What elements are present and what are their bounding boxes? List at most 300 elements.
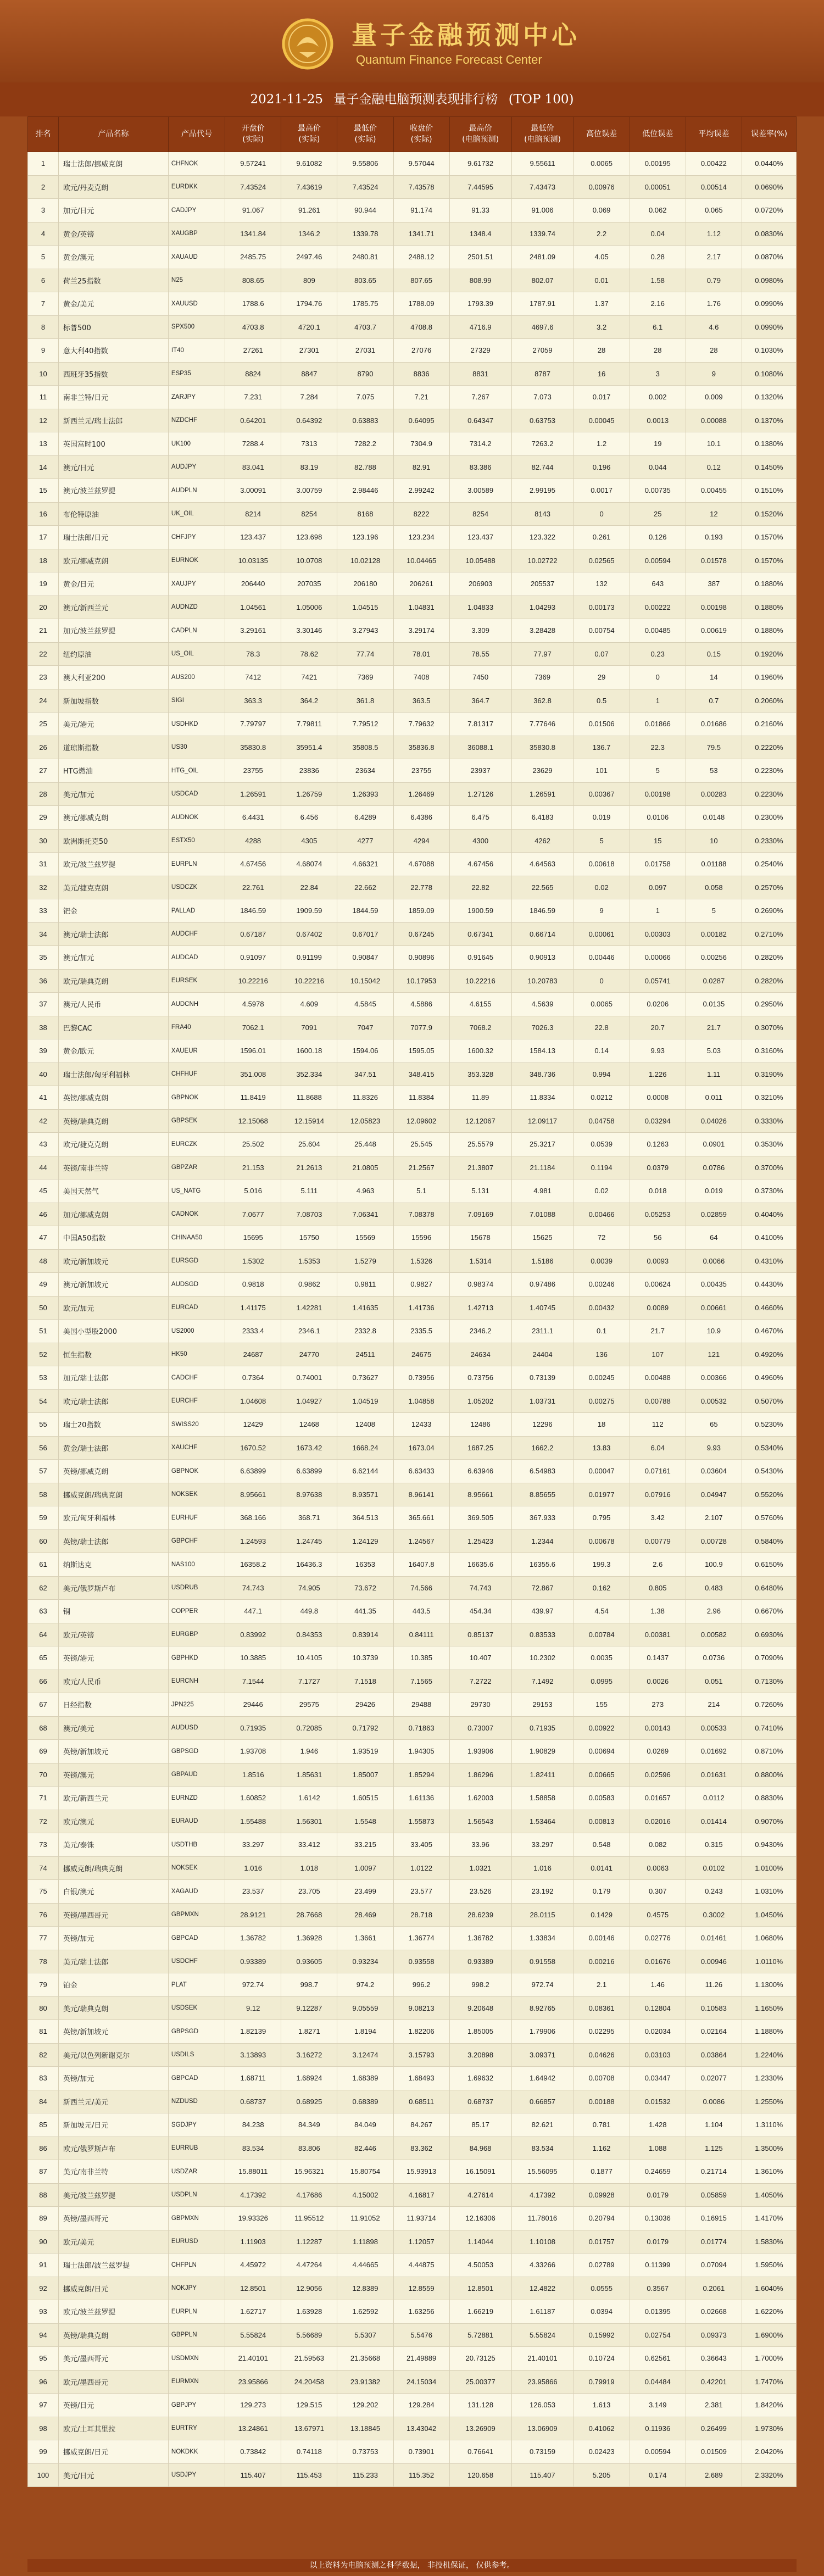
low-error-cell: 0.1263 xyxy=(630,1133,686,1156)
error-rate-cell: 0.1320% xyxy=(742,386,796,409)
product-name-cell: 英镑/墨西哥元 xyxy=(58,1903,168,1927)
high-actual-cell: 1.36928 xyxy=(281,1927,337,1950)
report-title-bar xyxy=(0,82,824,116)
high-actual-cell: 5.56689 xyxy=(281,2323,337,2347)
low-forecast-cell: 0.71935 xyxy=(511,1716,574,1740)
rank-cell: 36 xyxy=(28,969,59,993)
error-rate-cell: 1.3500% xyxy=(742,2137,796,2160)
table-row xyxy=(28,1693,797,1717)
open-actual-cell: 1.5302 xyxy=(225,1249,281,1273)
high-actual-cell: 24.20458 xyxy=(281,2370,337,2394)
error-rate-cell: 0.2160% xyxy=(742,713,796,736)
error-rate-cell: 0.4310% xyxy=(742,1249,796,1273)
high-actual-cell: 2497.46 xyxy=(281,246,337,269)
high-error-cell: 0.5 xyxy=(574,689,630,713)
open-actual-cell: 115.407 xyxy=(225,2463,281,2487)
low-forecast-cell: 8.85655 xyxy=(511,1483,574,1506)
open-actual-cell: 0.67187 xyxy=(225,922,281,946)
product-name-cell: 澳元/挪威克朗 xyxy=(58,806,168,830)
table-row xyxy=(28,1950,797,1973)
high-error-cell: 0.00694 xyxy=(574,1740,630,1763)
product-code-cell: CHFNOK xyxy=(168,152,225,176)
low-actual-cell: 29426 xyxy=(337,1693,393,1717)
high-forecast-cell: 15678 xyxy=(449,1226,511,1250)
open-actual-cell: 6.4431 xyxy=(225,806,281,830)
open-actual-cell: 1.62717 xyxy=(225,2300,281,2324)
low-error-cell: 0.11399 xyxy=(630,2254,686,2277)
high-error-cell: 0.0394 xyxy=(574,2300,630,2324)
high-actual-cell: 11.8688 xyxy=(281,1086,337,1110)
open-actual-cell: 9.57241 xyxy=(225,152,281,176)
column-header-label: 高位误差 xyxy=(586,129,617,138)
low-forecast-cell: 8143 xyxy=(511,502,574,526)
error-rate-cell: 1.0100% xyxy=(742,1856,796,1880)
low-actual-cell: 4.963 xyxy=(337,1179,393,1203)
open-actual-cell: 1788.6 xyxy=(225,292,281,316)
open-actual-cell: 129.273 xyxy=(225,2394,281,2417)
product-code-cell: JPN225 xyxy=(168,1693,225,1717)
low-forecast-cell: 1662.2 xyxy=(511,1436,574,1460)
low-error-cell: 0 xyxy=(630,666,686,689)
avg-error-cell: 0.07094 xyxy=(686,2254,742,2277)
table-row xyxy=(28,199,797,222)
error-rate-cell: 0.1520% xyxy=(742,502,796,526)
column-header-label: 低位误差 xyxy=(642,129,673,138)
low-error-cell: 21.7 xyxy=(630,1320,686,1343)
product-name-cell: 纳斯达克 xyxy=(58,1553,168,1577)
low-forecast-cell: 7.43473 xyxy=(511,175,574,199)
open-actual-cell: 1.93708 xyxy=(225,1740,281,1763)
error-rate-cell: 0.5760% xyxy=(742,1506,796,1530)
product-name-cell: 美元/港元 xyxy=(58,713,168,736)
rank-cell: 46 xyxy=(28,1203,59,1226)
high-actual-cell: 25.604 xyxy=(281,1133,337,1156)
close-actual-cell: 27076 xyxy=(393,339,449,363)
avg-error-cell: 0.0102 xyxy=(686,1856,742,1880)
rank-cell: 51 xyxy=(28,1320,59,1343)
open-actual-cell: 28.9121 xyxy=(225,1903,281,1927)
low-error-cell: 0.02776 xyxy=(630,1927,686,1950)
high-error-cell: 0.00367 xyxy=(574,782,630,806)
high-error-cell: 0.00813 xyxy=(574,1810,630,1833)
high-actual-cell: 6.63899 xyxy=(281,1460,337,1483)
product-code-cell: UK_OIL xyxy=(168,502,225,526)
high-forecast-cell: 353.328 xyxy=(449,1062,511,1086)
high-error-cell: 0.01506 xyxy=(574,713,630,736)
error-rate-cell: 0.0830% xyxy=(742,222,796,246)
low-error-cell: 0.3567 xyxy=(630,2277,686,2300)
low-actual-cell: 82.788 xyxy=(337,455,393,479)
open-actual-cell: 84.238 xyxy=(225,2113,281,2137)
high-actual-cell: 83.806 xyxy=(281,2137,337,2160)
table-row xyxy=(28,1623,797,1646)
rank-cell: 44 xyxy=(28,1156,59,1179)
product-code-cell: EURSEK xyxy=(168,969,225,993)
error-rate-cell: 0.3330% xyxy=(742,1109,796,1133)
error-rate-cell: 0.9430% xyxy=(742,1833,796,1857)
low-actual-cell: 1.3661 xyxy=(337,1927,393,1950)
low-error-cell: 0.4575 xyxy=(630,1903,686,1927)
open-actual-cell: 1.04561 xyxy=(225,596,281,619)
error-rate-cell: 1.5950% xyxy=(742,2254,796,2277)
high-forecast-cell: 12.16306 xyxy=(449,2207,511,2230)
high-forecast-cell: 1.0321 xyxy=(449,1856,511,1880)
table-row xyxy=(28,596,797,619)
product-code-cell: GBPCAD xyxy=(168,2067,225,2090)
low-actual-cell: 2480.81 xyxy=(337,246,393,269)
product-code-cell: UK100 xyxy=(168,432,225,456)
rank-cell: 41 xyxy=(28,1086,59,1110)
high-forecast-cell: 0.68737 xyxy=(449,2090,511,2113)
high-actual-cell: 35951.4 xyxy=(281,736,337,759)
high-forecast-cell: 2501.51 xyxy=(449,246,511,269)
product-name-cell: 纽约原油 xyxy=(58,642,168,666)
error-rate-cell: 0.7130% xyxy=(742,1670,796,1693)
error-rate-cell: 0.1510% xyxy=(742,479,796,503)
high-actual-cell: 1.946 xyxy=(281,1740,337,1763)
error-rate-cell: 1.8420% xyxy=(742,2394,796,2417)
table-row xyxy=(28,2043,797,2067)
low-error-cell: 0.01676 xyxy=(630,1950,686,1973)
column-header-label: 开盘价 xyxy=(241,124,265,133)
low-actual-cell: 115.233 xyxy=(337,2463,393,2487)
product-name-cell: 挪威克朗/日元 xyxy=(58,2277,168,2300)
column-header xyxy=(686,117,742,152)
close-actual-cell: 8222 xyxy=(393,502,449,526)
close-actual-cell: 2488.12 xyxy=(393,246,449,269)
avg-error-cell: 0.00182 xyxy=(686,922,742,946)
high-error-cell: 1.613 xyxy=(574,2394,630,2417)
high-actual-cell: 115.453 xyxy=(281,2463,337,2487)
high-error-cell: 0.04758 xyxy=(574,1109,630,1133)
rank-cell: 42 xyxy=(28,1109,59,1133)
low-forecast-cell: 972.74 xyxy=(511,1973,574,1997)
low-error-cell: 0.02596 xyxy=(630,1763,686,1787)
high-forecast-cell: 9.20648 xyxy=(449,1996,511,2020)
high-actual-cell: 2346.1 xyxy=(281,1320,337,1343)
low-forecast-cell: 7263.2 xyxy=(511,432,574,456)
product-name-cell: 瑞士法郎/匈牙利福林 xyxy=(58,1062,168,1086)
rank-cell: 80 xyxy=(28,1996,59,2020)
low-error-cell: 0.062 xyxy=(630,199,686,222)
low-error-cell: 2.6 xyxy=(630,1553,686,1577)
close-actual-cell: 21.49889 xyxy=(393,2347,449,2371)
high-actual-cell: 9.61082 xyxy=(281,152,337,176)
product-code-cell: AUDNOK xyxy=(168,806,225,830)
avg-error-cell: 0.03604 xyxy=(686,1460,742,1483)
low-error-cell: 0.03103 xyxy=(630,2043,686,2067)
low-actual-cell: 16353 xyxy=(337,1553,393,1577)
brand-name-cn: 量子金融预测中心 xyxy=(352,20,580,50)
high-error-cell: 5.205 xyxy=(574,2463,630,2487)
open-actual-cell: 4288 xyxy=(225,829,281,853)
open-actual-cell: 25.502 xyxy=(225,1133,281,1156)
high-actual-cell: 33.412 xyxy=(281,1833,337,1857)
low-actual-cell: 1.93519 xyxy=(337,1740,393,1763)
high-error-cell: 0.00446 xyxy=(574,946,630,970)
high-error-cell: 0.02423 xyxy=(574,2440,630,2464)
table-row xyxy=(28,2254,797,2277)
error-rate-cell: 0.8710% xyxy=(742,1740,796,1763)
low-forecast-cell: 1.03731 xyxy=(511,1389,574,1413)
low-actual-cell: 1.60515 xyxy=(337,1787,393,1810)
product-code-cell: AUDCNH xyxy=(168,993,225,1016)
low-actual-cell: 11.8326 xyxy=(337,1086,393,1110)
high-forecast-cell: 1.69632 xyxy=(449,2067,511,2090)
low-actual-cell: 0.67017 xyxy=(337,922,393,946)
avg-error-cell: 0.01686 xyxy=(686,713,742,736)
high-actual-cell: 84.349 xyxy=(281,2113,337,2137)
low-forecast-cell: 21.1184 xyxy=(511,1156,574,1179)
rank-cell: 6 xyxy=(28,269,59,292)
close-actual-cell: 6.63433 xyxy=(393,1460,449,1483)
high-forecast-cell: 10.407 xyxy=(449,1646,511,1670)
low-forecast-cell: 0.97486 xyxy=(511,1273,574,1297)
high-error-cell: 0.02565 xyxy=(574,549,630,572)
low-forecast-cell: 35830.8 xyxy=(511,736,574,759)
rank-cell: 81 xyxy=(28,2020,59,2044)
product-code-cell: EURCZK xyxy=(168,1133,225,1156)
product-code-cell: SWISS20 xyxy=(168,1413,225,1437)
close-actual-cell: 1.26469 xyxy=(393,782,449,806)
high-actual-cell: 0.64392 xyxy=(281,409,337,432)
low-actual-cell: 28.469 xyxy=(337,1903,393,1927)
high-error-cell: 4.05 xyxy=(574,246,630,269)
low-actual-cell: 129.202 xyxy=(337,2394,393,2417)
rank-cell: 2 xyxy=(28,175,59,199)
error-rate-cell: 0.6930% xyxy=(742,1623,796,1646)
avg-error-cell: 0.79 xyxy=(686,269,742,292)
rank-cell: 85 xyxy=(28,2113,59,2137)
open-actual-cell: 4.67456 xyxy=(225,853,281,876)
avg-error-cell: 0.01509 xyxy=(686,2440,742,2464)
rank-cell: 93 xyxy=(28,2300,59,2324)
high-forecast-cell: 8831 xyxy=(449,362,511,386)
high-actual-cell: 3.00759 xyxy=(281,479,337,503)
table-row xyxy=(28,736,797,759)
high-actual-cell: 207035 xyxy=(281,572,337,596)
low-actual-cell: 8790 xyxy=(337,362,393,386)
low-forecast-cell: 29153 xyxy=(511,1693,574,1717)
low-forecast-cell: 1.64942 xyxy=(511,2067,574,2090)
low-error-cell: 0.126 xyxy=(630,526,686,549)
product-code-cell: EURCHF xyxy=(168,1389,225,1413)
product-name-cell: 欧元/加元 xyxy=(58,1296,168,1320)
low-error-cell: 0.00051 xyxy=(630,175,686,199)
avg-error-cell: 9 xyxy=(686,362,742,386)
product-code-cell: NZDCHF xyxy=(168,409,225,432)
error-rate-cell: 0.5230% xyxy=(742,1413,796,1437)
high-actual-cell: 15750 xyxy=(281,1226,337,1250)
low-error-cell: 0.00198 xyxy=(630,782,686,806)
open-actual-cell: 1.55488 xyxy=(225,1810,281,1833)
low-actual-cell: 4.15002 xyxy=(337,2183,393,2207)
high-forecast-cell: 1900.59 xyxy=(449,899,511,923)
error-rate-cell: 0.3700% xyxy=(742,1156,796,1179)
product-code-cell: N25 xyxy=(168,269,225,292)
low-actual-cell: 7.43524 xyxy=(337,175,393,199)
low-error-cell: 0.0013 xyxy=(630,409,686,432)
column-header xyxy=(511,117,574,152)
high-actual-cell: 7.284 xyxy=(281,386,337,409)
avg-error-cell: 2.96 xyxy=(686,1600,742,1623)
avg-error-cell: 2.689 xyxy=(686,2463,742,2487)
low-error-cell: 0.00381 xyxy=(630,1623,686,1646)
low-error-cell: 0.07916 xyxy=(630,1483,686,1506)
high-error-cell: 0.00432 xyxy=(574,1296,630,1320)
close-actual-cell: 7.08378 xyxy=(393,1203,449,1226)
high-actual-cell: 7.79811 xyxy=(281,713,337,736)
close-actual-cell: 115.352 xyxy=(393,2463,449,2487)
low-error-cell: 0.00143 xyxy=(630,1716,686,1740)
high-error-cell: 0.0555 xyxy=(574,2277,630,2300)
low-error-cell: 0.01532 xyxy=(630,2090,686,2113)
rank-cell: 30 xyxy=(28,829,59,853)
close-actual-cell: 0.90896 xyxy=(393,946,449,970)
table-row xyxy=(28,1273,797,1297)
low-actual-cell: 1.62592 xyxy=(337,2300,393,2324)
open-actual-cell: 3.13893 xyxy=(225,2043,281,2067)
low-error-cell: 6.04 xyxy=(630,1436,686,1460)
high-error-cell: 0.00784 xyxy=(574,1623,630,1646)
avg-error-cell: 0.10583 xyxy=(686,1996,742,2020)
low-forecast-cell: 8787 xyxy=(511,362,574,386)
logo-emblem-icon xyxy=(272,16,343,71)
low-actual-cell: 13.18845 xyxy=(337,2417,393,2440)
product-name-cell: 欧元/匈牙利福林 xyxy=(58,1506,168,1530)
rank-cell: 48 xyxy=(28,1249,59,1273)
rank-cell: 83 xyxy=(28,2067,59,2090)
high-actual-cell: 1.6142 xyxy=(281,1787,337,1810)
close-actual-cell: 1.41736 xyxy=(393,1296,449,1320)
table-row xyxy=(28,1203,797,1226)
close-actual-cell: 0.93558 xyxy=(393,1950,449,1973)
high-actual-cell: 4.609 xyxy=(281,993,337,1016)
low-forecast-cell: 4262 xyxy=(511,829,574,853)
table-row xyxy=(28,1179,797,1203)
table-row xyxy=(28,1880,797,1904)
low-error-cell: 20.7 xyxy=(630,1016,686,1039)
product-name-cell: 英镑/南非兰特 xyxy=(58,1156,168,1179)
low-error-cell: 1.088 xyxy=(630,2137,686,2160)
low-forecast-cell: 4.981 xyxy=(511,1179,574,1203)
product-name-cell: 黄金/澳元 xyxy=(58,246,168,269)
high-error-cell: 0.1 xyxy=(574,1320,630,1343)
error-rate-cell: 1.6040% xyxy=(742,2277,796,2300)
product-code-cell: USDZAR xyxy=(168,2160,225,2184)
avg-error-cell: 0.00946 xyxy=(686,1950,742,1973)
open-actual-cell: 1.016 xyxy=(225,1856,281,1880)
product-code-cell: GBPCAD xyxy=(168,1927,225,1950)
high-error-cell: 0.0039 xyxy=(574,1249,630,1273)
avg-error-cell: 0.2061 xyxy=(686,2277,742,2300)
product-code-cell: USDSEK xyxy=(168,1996,225,2020)
low-forecast-cell: 3.28428 xyxy=(511,619,574,643)
avg-error-cell: 0.315 xyxy=(686,1833,742,1857)
table-row xyxy=(28,1810,797,1833)
low-forecast-cell: 16355.6 xyxy=(511,1553,574,1577)
high-actual-cell: 1.8271 xyxy=(281,2020,337,2044)
low-forecast-cell: 439.97 xyxy=(511,1600,574,1623)
rank-cell: 94 xyxy=(28,2323,59,2347)
high-forecast-cell: 11.89 xyxy=(449,1086,511,1110)
low-actual-cell: 2332.8 xyxy=(337,1320,393,1343)
low-error-cell: 0.00594 xyxy=(630,549,686,572)
product-name-cell: 欧元/人民币 xyxy=(58,1670,168,1693)
rank-cell: 16 xyxy=(28,502,59,526)
avg-error-cell: 214 xyxy=(686,1693,742,1717)
product-code-cell: GBPNOK xyxy=(168,1086,225,1110)
low-error-cell: 9.93 xyxy=(630,1039,686,1063)
high-actual-cell: 6.456 xyxy=(281,806,337,830)
low-forecast-cell: 8.92765 xyxy=(511,1996,574,2020)
low-actual-cell: 123.196 xyxy=(337,526,393,549)
avg-error-cell: 0.0086 xyxy=(686,2090,742,2113)
open-actual-cell: 35830.8 xyxy=(225,736,281,759)
low-forecast-cell: 11.78016 xyxy=(511,2207,574,2230)
rank-cell: 25 xyxy=(28,713,59,736)
avg-error-cell: 0.243 xyxy=(686,1880,742,1904)
error-rate-cell: 0.8800% xyxy=(742,1763,796,1787)
low-actual-cell: 6.62144 xyxy=(337,1460,393,1483)
high-actual-cell: 9.12287 xyxy=(281,1996,337,2020)
rank-cell: 40 xyxy=(28,1062,59,1086)
low-actual-cell: 364.513 xyxy=(337,1506,393,1530)
low-actual-cell: 35808.5 xyxy=(337,736,393,759)
high-error-cell: 0.02 xyxy=(574,1179,630,1203)
high-forecast-cell: 21.3807 xyxy=(449,1156,511,1179)
low-actual-cell: 8.93571 xyxy=(337,1483,393,1506)
low-actual-cell: 4.44665 xyxy=(337,2254,393,2277)
product-code-cell: CADCHF xyxy=(168,1366,225,1390)
product-name-cell: 新加坡指数 xyxy=(58,689,168,713)
close-actual-cell: 1.5326 xyxy=(393,1249,449,1273)
high-actual-cell: 1.018 xyxy=(281,1856,337,1880)
column-header-label: 误差率(%) xyxy=(750,129,788,138)
open-actual-cell: 0.9818 xyxy=(225,1273,281,1297)
error-rate-cell: 0.3160% xyxy=(742,1039,796,1063)
column-header xyxy=(630,117,686,152)
rank-cell: 76 xyxy=(28,1903,59,1927)
high-error-cell: 0.196 xyxy=(574,455,630,479)
high-error-cell: 4.54 xyxy=(574,1600,630,1623)
product-code-cell: NOKDKK xyxy=(168,2440,225,2464)
high-error-cell: 136.7 xyxy=(574,736,630,759)
close-actual-cell: 3.15793 xyxy=(393,2043,449,2067)
avg-error-cell: 0.01774 xyxy=(686,2230,742,2254)
product-code-cell: NOKSEK xyxy=(168,1483,225,1506)
open-actual-cell: 1670.52 xyxy=(225,1436,281,1460)
high-actual-cell: 7.08703 xyxy=(281,1203,337,1226)
close-actual-cell: 7304.9 xyxy=(393,432,449,456)
close-actual-cell: 2.99242 xyxy=(393,479,449,503)
rank-cell: 49 xyxy=(28,1273,59,1297)
avg-error-cell: 9.93 xyxy=(686,1436,742,1460)
high-forecast-cell: 1.85005 xyxy=(449,2020,511,2044)
rank-cell: 87 xyxy=(28,2160,59,2184)
low-forecast-cell: 15.56095 xyxy=(511,2160,574,2184)
product-name-cell: 澳元/波兰兹罗提 xyxy=(58,479,168,503)
high-error-cell: 136 xyxy=(574,1343,630,1366)
error-rate-cell: 0.2540% xyxy=(742,853,796,876)
high-error-cell: 0.019 xyxy=(574,806,630,830)
avg-error-cell: 10 xyxy=(686,829,742,853)
product-code-cell: COPPER xyxy=(168,1600,225,1623)
table-row xyxy=(28,1833,797,1857)
column-header-label: 排名 xyxy=(35,129,51,138)
product-name-cell: 挪威克朗/日元 xyxy=(58,2440,168,2464)
column-header-sublabel: (实际) xyxy=(354,135,376,144)
